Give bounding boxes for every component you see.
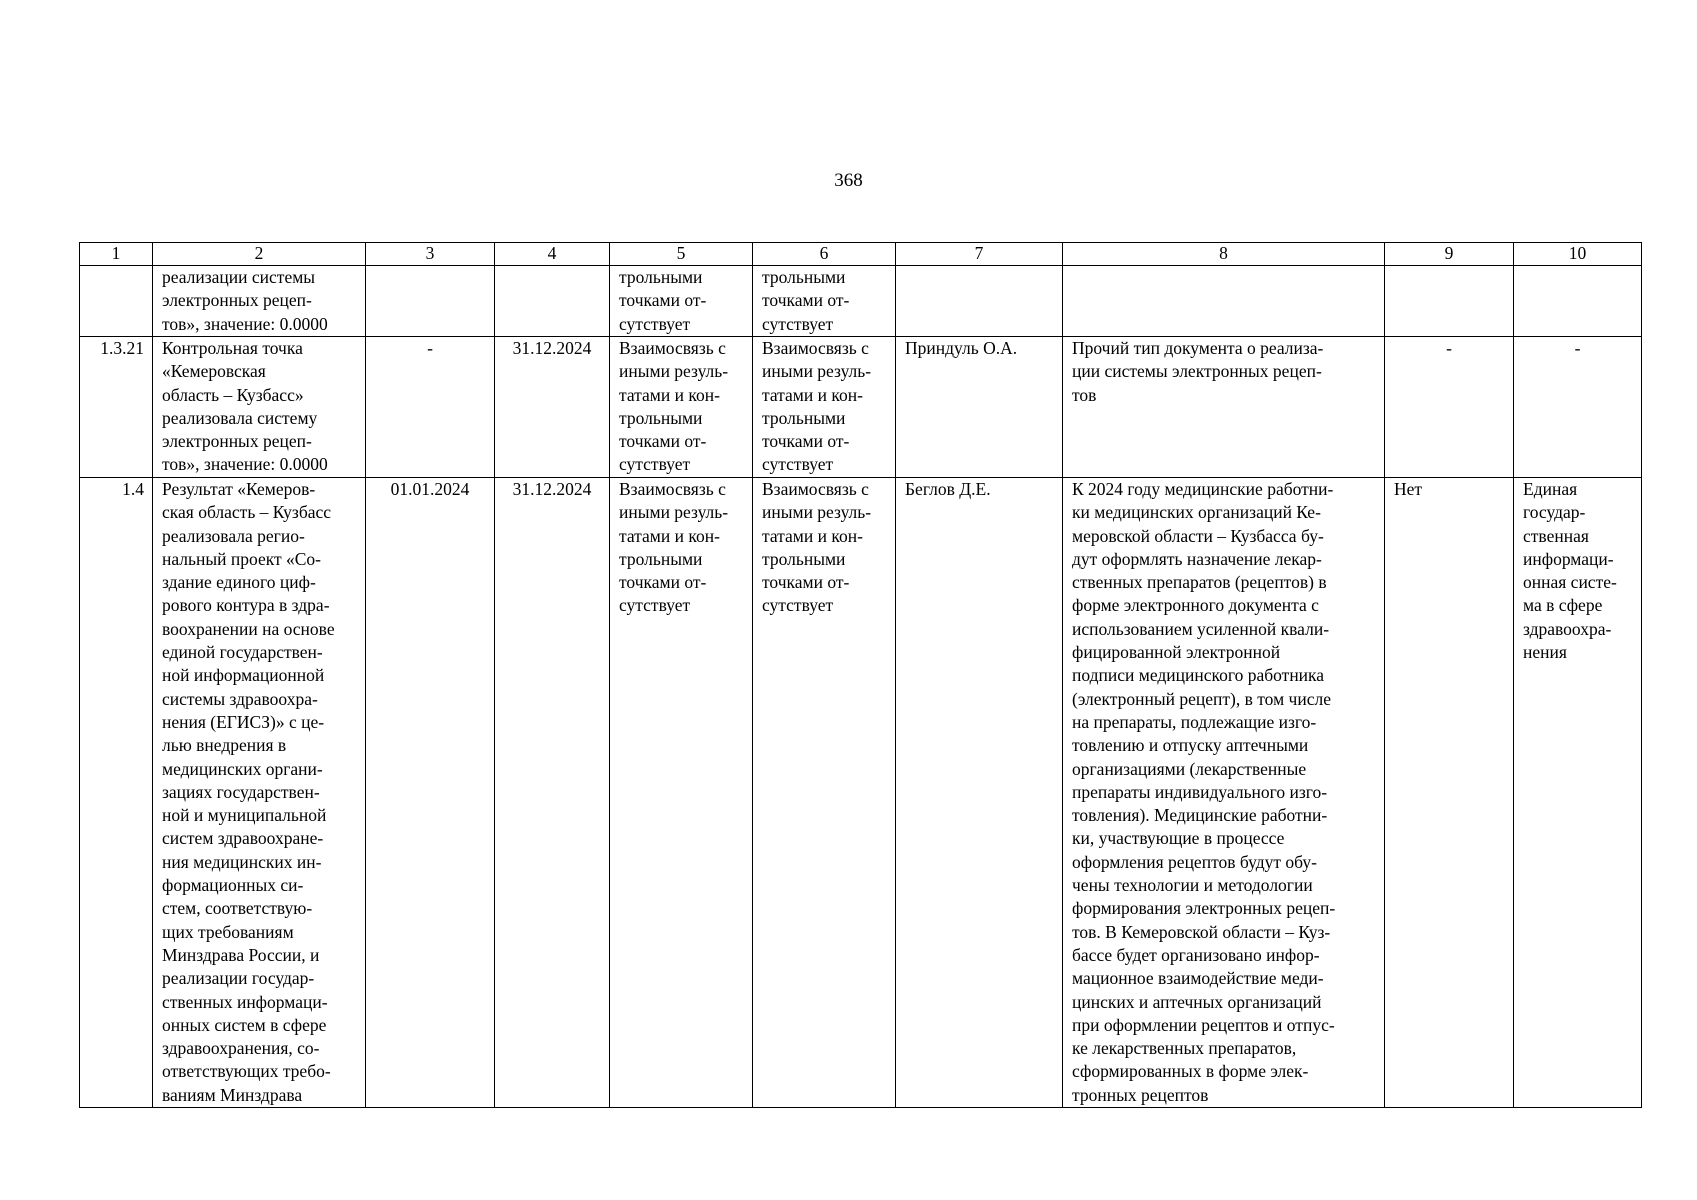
responsible-cell: Беглов Д.Е. — [896, 478, 1063, 1108]
table-row — [80, 266, 1642, 337]
column-9-cell — [1385, 266, 1514, 337]
start-date-cell: 01.01.2024 — [366, 478, 495, 1108]
successor-cell: трольными точками от- сутствует — [753, 266, 896, 337]
column-header: 6 — [753, 243, 896, 266]
column-header: 1 — [80, 243, 153, 266]
end-date-cell: 31.12.2024 — [495, 337, 610, 478]
table-row — [80, 478, 1642, 1108]
column-9-cell: Нет — [1385, 478, 1514, 1108]
column-10-cell: - — [1514, 337, 1642, 478]
row-number-cell: 1.4 — [80, 478, 153, 1108]
column-header: 4 — [495, 243, 610, 266]
column-header: 7 — [896, 243, 1063, 266]
column-header: 10 — [1514, 243, 1642, 266]
predecessor-cell: трольными точками от- сутствует — [610, 266, 753, 337]
name-cell: Контрольная точка «Кемеровская область – Кузбасс» реализовала систему электронных рецеп- тов», значение: 0.0000 — [153, 337, 366, 478]
successor-cell: Взаимосвязь с иными резуль- татами и кон- трольными точками от- сутствует — [753, 478, 896, 1108]
responsible-cell — [896, 266, 1063, 337]
column-header: 3 — [366, 243, 495, 266]
start-date-cell — [366, 266, 495, 337]
column-10-cell — [1514, 266, 1642, 337]
column-header: 9 — [1385, 243, 1514, 266]
name-cell: Результат «Кемеров- ская область – Кузбасс реализовала регио- нальный проект «Со- здание единого циф- рового контура в здра- воохранении на основе единой государствен- ной информационной системы здравоохра- нения (ЕГИСЗ)» с це- лью внедрения в медицинских органи- зациях государствен- ной и муниципальной систем здравоохране- ния медицинских ин- формационных си- стем, соответствую- щих требованиям Минздрава России, и реализации государ- ственных информаци- онных систем в сфере здравоохранения, со- ответствующих требо- ваниям Минздрава — [153, 478, 366, 1108]
responsible-cell: Приндуль О.А. — [896, 337, 1063, 478]
column-10-cell: Единая государ- ственная информаци- онная систе- ма в сфере здравоохра- нения — [1514, 478, 1642, 1108]
description-cell — [1063, 266, 1385, 337]
column-header: 2 — [153, 243, 366, 266]
description-cell: Прочий тип документа о реализа- ции системы электронных рецеп- тов — [1063, 337, 1385, 478]
column-header: 5 — [610, 243, 753, 266]
end-date-cell: 31.12.2024 — [495, 478, 610, 1108]
name-cell: реализации системы электронных рецеп- тов», значение: 0.0000 — [153, 266, 366, 337]
row-number-cell — [80, 266, 153, 337]
predecessor-cell: Взаимосвязь с иными резуль- татами и кон- трольными точками от- сутствует — [610, 337, 753, 478]
start-date-cell: - — [366, 337, 495, 478]
page-number: 368 — [834, 170, 863, 191]
table-header-row — [80, 243, 1642, 266]
description-cell: К 2024 году медицинские работни- ки медицинских организаций Ке- меровской области – Кузбасса бу- дут оформлять назначение лекар- ственных препаратов (рецептов) в форме электронного документа с использованием усиленной квали- фицированной электронной подписи медицинского работника (электронный рецепт), в том числе на препараты, подлежащие изго- товлению и отпуску аптечными организациями (лекарственные препараты индивидуального изго- товления). Медицинские работни- ки, участвующие в процессе оформления рецептов будут обу- чены технологии и методологии формирования электронных рецеп- тов. В Кемеровской области – Куз- бассе будет организовано инфор- мационное взаимодействие меди- цинских и аптечных организаций при оформлении рецептов и отпус- ке лекарственных препаратов, сформированных в форме элек- тронных рецептов — [1063, 478, 1385, 1108]
successor-cell: Взаимосвязь с иными резуль- татами и кон- трольными точками от- сутствует — [753, 337, 896, 478]
column-9-cell: - — [1385, 337, 1514, 478]
column-header: 8 — [1063, 243, 1385, 266]
end-date-cell — [495, 266, 610, 337]
row-number-cell: 1.3.21 — [80, 337, 153, 478]
predecessor-cell: Взаимосвязь с иными резуль- татами и кон- трольными точками от- сутствует — [610, 478, 753, 1108]
document-table — [79, 242, 1642, 1108]
table-row — [80, 337, 1642, 478]
